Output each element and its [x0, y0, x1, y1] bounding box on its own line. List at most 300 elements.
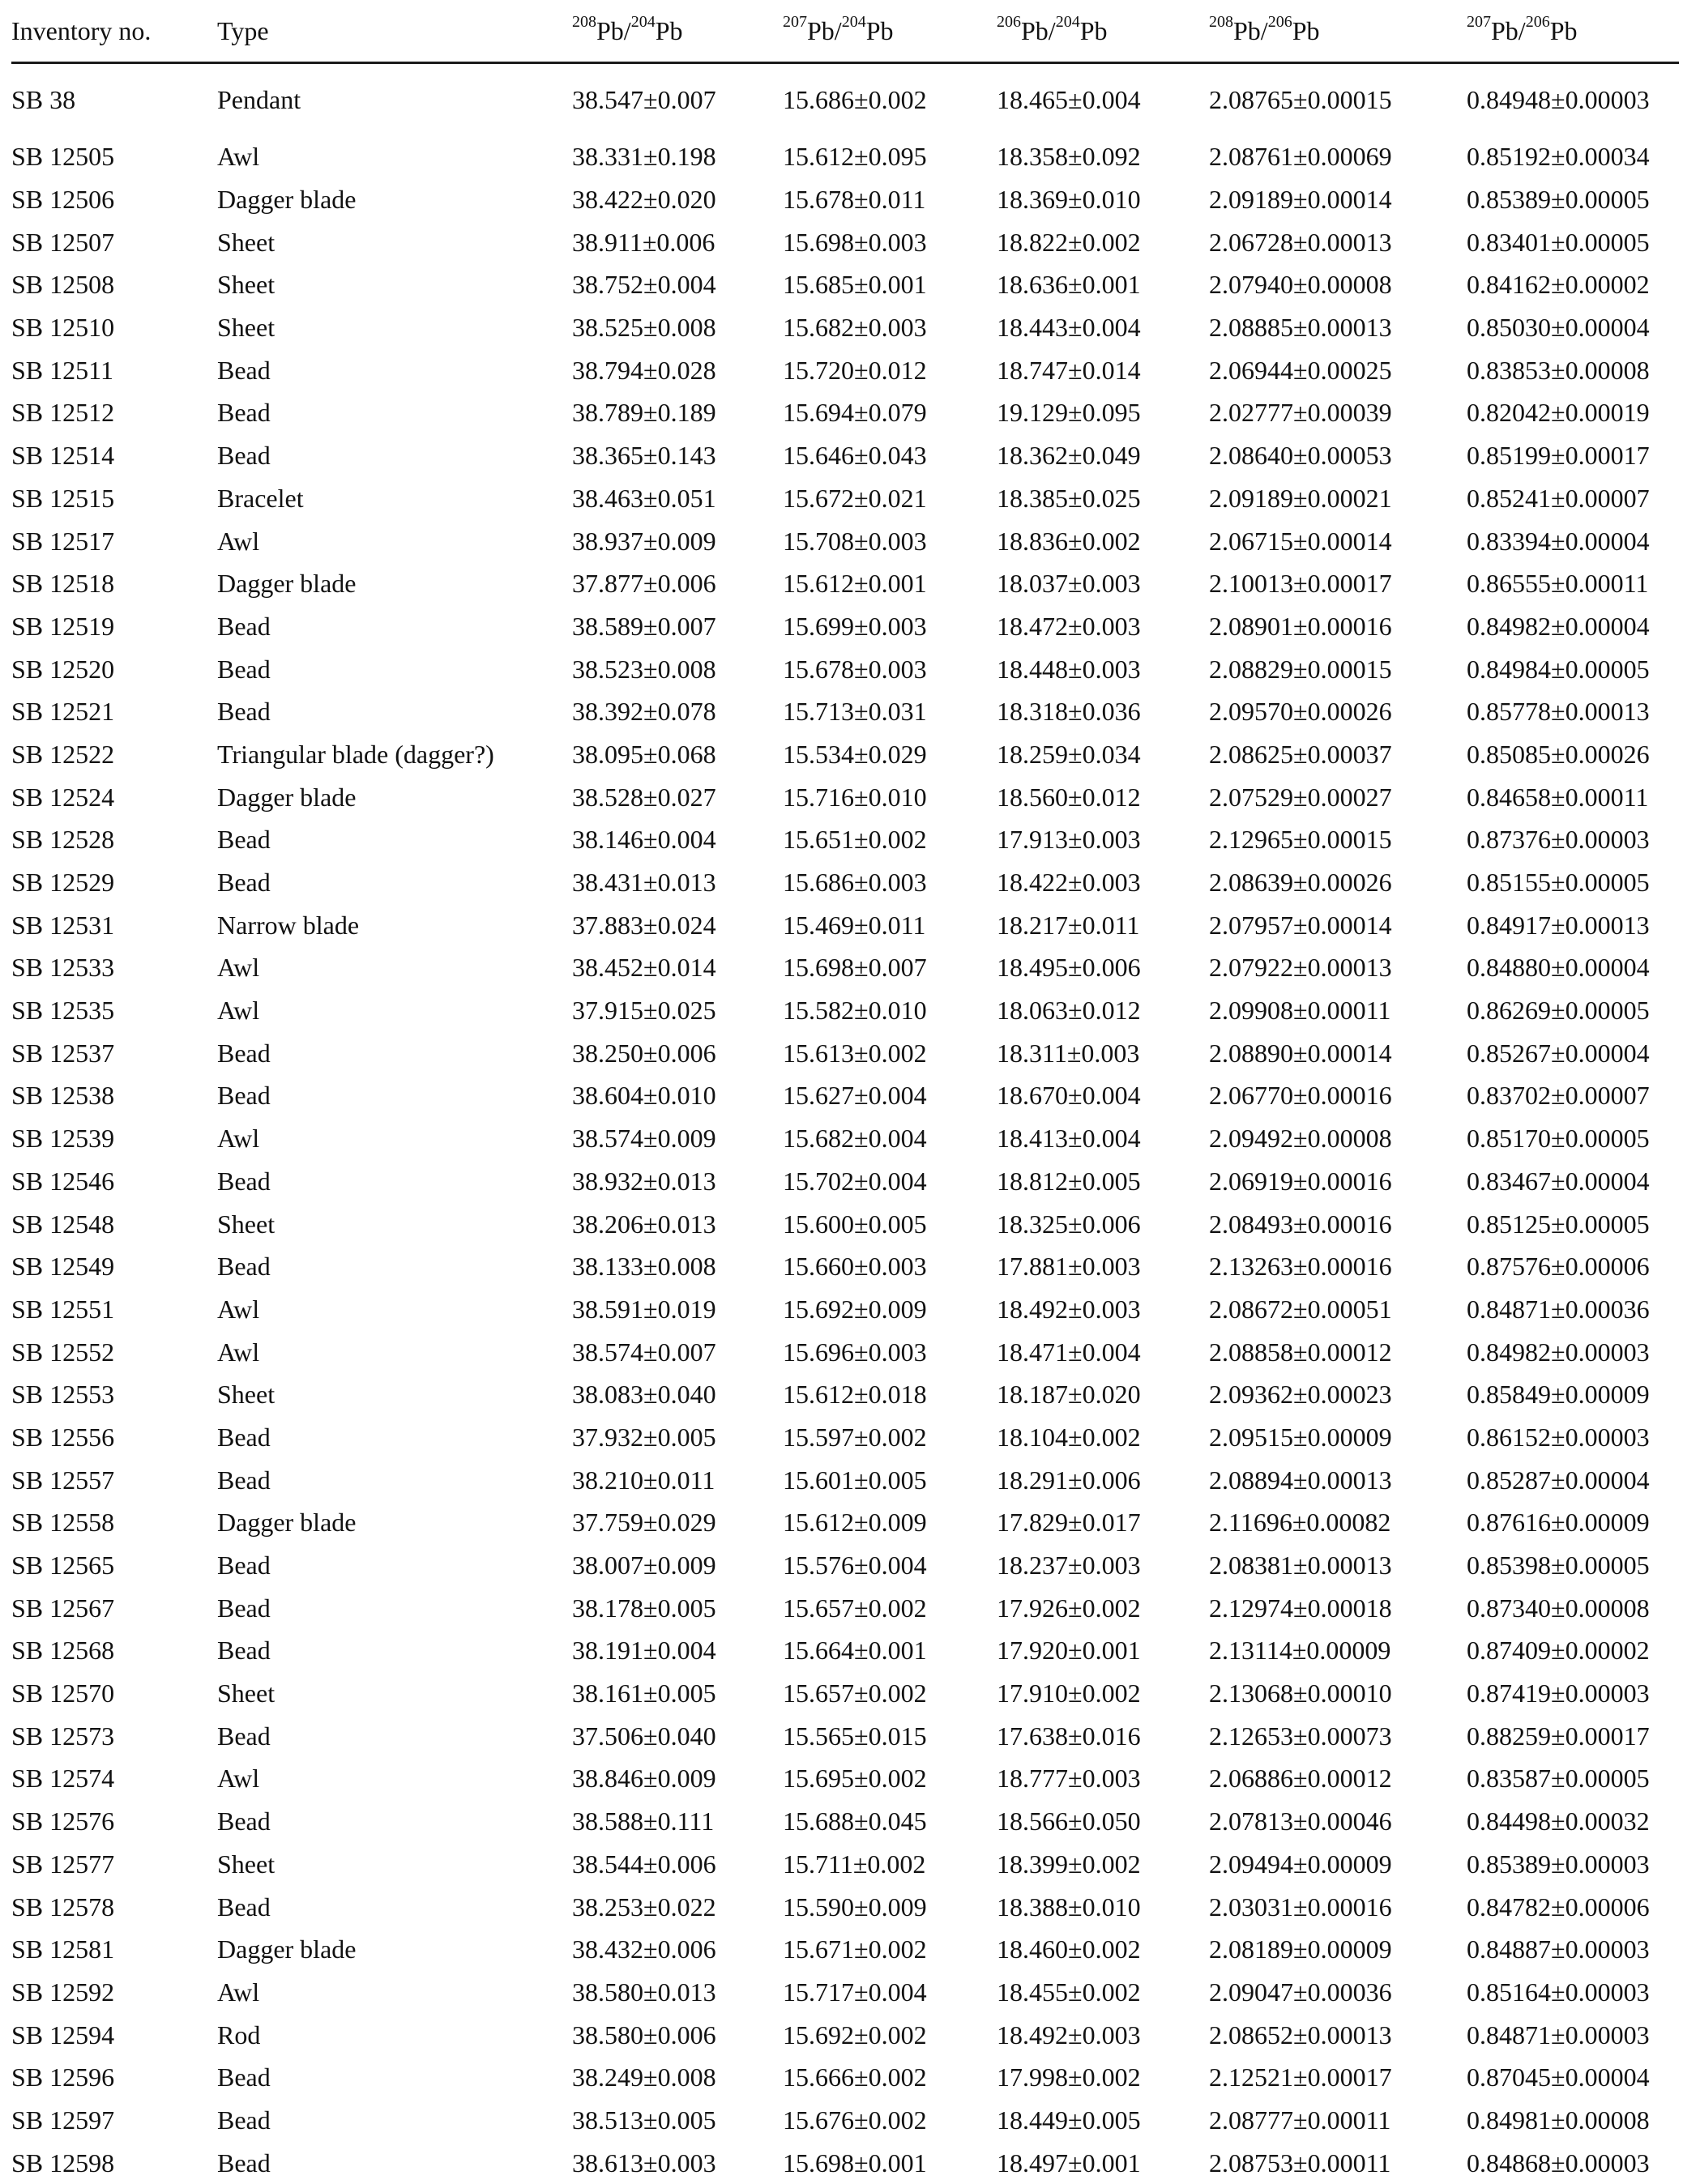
table-row [11, 647, 1679, 690]
cell-ratio-208-204: 38.574±0.009 [572, 1117, 783, 1160]
cell-ratio-207-204: 15.612±0.009 [783, 1501, 997, 1544]
cell-ratio-207-204: 15.657±0.002 [783, 1672, 997, 1715]
cell-ratio-206-204: 18.063±0.012 [997, 989, 1209, 1032]
cell-ratio-206-204: 18.443±0.004 [997, 306, 1209, 349]
cell-inventory-no: SB 12538 [11, 1074, 217, 1117]
cell-ratio-207-206: 0.87045±0.00004 [1467, 2056, 1679, 2099]
cell-ratio-208-206: 2.03031±0.00016 [1209, 1885, 1467, 1928]
cell-ratio-207-204: 15.651±0.002 [783, 818, 997, 861]
cell-type: Bead [217, 1458, 572, 1501]
cell-ratio-207-204: 15.698±0.003 [783, 220, 997, 263]
cell-ratio-207-204: 15.682±0.003 [783, 306, 997, 349]
cell-ratio-207-206: 0.84982±0.00003 [1467, 1330, 1679, 1373]
cell-inventory-no: SB 12574 [11, 1757, 217, 1800]
cell-type: Bead [217, 348, 572, 391]
cell-type: Bead [217, 605, 572, 648]
cell-ratio-207-206: 0.85170±0.00005 [1467, 1117, 1679, 1160]
cell-ratio-208-206: 2.08761±0.00069 [1209, 135, 1467, 178]
cell-ratio-207-206: 0.85778±0.00013 [1467, 690, 1679, 733]
table-row [11, 2013, 1679, 2056]
cell-ratio-208-204: 38.210±0.011 [572, 1458, 783, 1501]
cell-ratio-206-204: 18.259±0.034 [997, 733, 1209, 776]
cell-type: Awl [217, 519, 572, 562]
cell-ratio-207-204: 15.717±0.004 [783, 1971, 997, 2014]
table-row [11, 861, 1679, 904]
cell-ratio-208-206: 2.10013±0.00017 [1209, 562, 1467, 605]
cell-ratio-207-206: 0.85267±0.00004 [1467, 1031, 1679, 1074]
cell-inventory-no: SB 12552 [11, 1330, 217, 1373]
cell-ratio-208-204: 38.580±0.013 [572, 1971, 783, 2014]
cell-ratio-207-206: 0.83587±0.00005 [1467, 1757, 1679, 1800]
cell-ratio-207-204: 15.698±0.001 [783, 2141, 997, 2184]
cell-ratio-208-204: 38.146±0.004 [572, 818, 783, 861]
cell-type: Awl [217, 946, 572, 989]
cell-ratio-208-206: 2.08765±0.00015 [1209, 63, 1467, 136]
cell-ratio-206-204: 18.104±0.002 [997, 1416, 1209, 1459]
header-ratio-208-206: $^{208}$Pb/$^{206}$Pb [1209, 0, 1467, 63]
cell-ratio-207-204: 15.696±0.003 [783, 1330, 997, 1373]
cell-type: Awl [217, 1971, 572, 2014]
cell-inventory-no: SB 12539 [11, 1117, 217, 1160]
table-row [11, 1373, 1679, 1416]
header-row [11, 0, 1679, 63]
cell-ratio-207-206: 0.85164±0.00003 [1467, 1971, 1679, 2014]
cell-inventory-no: SB 12546 [11, 1160, 217, 1203]
cell-ratio-207-206: 0.83702±0.00007 [1467, 1074, 1679, 1117]
cell-ratio-208-206: 2.08894±0.00013 [1209, 1458, 1467, 1501]
cell-ratio-207-204: 15.666±0.002 [783, 2056, 997, 2099]
cell-type: Bead [217, 1074, 572, 1117]
cell-ratio-208-206: 2.12521±0.00017 [1209, 2056, 1467, 2099]
cell-ratio-206-204: 19.129±0.095 [997, 391, 1209, 434]
cell-ratio-207-206: 0.85287±0.00004 [1467, 1458, 1679, 1501]
cell-ratio-207-206: 0.87576±0.00006 [1467, 1245, 1679, 1288]
cell-inventory-no: SB 12521 [11, 690, 217, 733]
cell-ratio-207-204: 15.601±0.005 [783, 1458, 997, 1501]
cell-ratio-207-204: 15.657±0.002 [783, 1586, 997, 1629]
cell-type: Bead [217, 1160, 572, 1203]
cell-ratio-208-206: 2.11696±0.00082 [1209, 1501, 1467, 1544]
table-row [11, 519, 1679, 562]
cell-ratio-207-206: 0.88259±0.00017 [1467, 1714, 1679, 1757]
cell-type: Sheet [217, 220, 572, 263]
cell-ratio-206-204: 18.471±0.004 [997, 1330, 1209, 1373]
cell-type: Awl [217, 989, 572, 1032]
cell-ratio-208-206: 2.09494±0.00009 [1209, 1843, 1467, 1886]
cell-ratio-207-204: 15.716±0.010 [783, 775, 997, 818]
cell-ratio-208-206: 2.08625±0.00037 [1209, 733, 1467, 776]
cell-ratio-208-206: 2.12974±0.00018 [1209, 1586, 1467, 1629]
cell-ratio-206-204: 18.492±0.003 [997, 2013, 1209, 2056]
table-row [11, 1928, 1679, 1971]
cell-ratio-208-206: 2.09515±0.00009 [1209, 1416, 1467, 1459]
cell-inventory-no: SB 12567 [11, 1586, 217, 1629]
cell-ratio-208-206: 2.13114±0.00009 [1209, 1629, 1467, 1672]
cell-ratio-208-204: 38.463±0.051 [572, 477, 783, 520]
cell-ratio-207-204: 15.678±0.011 [783, 178, 997, 221]
cell-inventory-no: SB 12576 [11, 1800, 217, 1843]
cell-ratio-208-206: 2.13263±0.00016 [1209, 1245, 1467, 1288]
cell-ratio-208-206: 2.06919±0.00016 [1209, 1160, 1467, 1203]
cell-inventory-no: SB 38 [11, 63, 217, 136]
cell-ratio-206-204: 18.497±0.001 [997, 2141, 1209, 2184]
cell-ratio-208-204: 38.083±0.040 [572, 1373, 783, 1416]
cell-inventory-no: SB 12522 [11, 733, 217, 776]
cell-ratio-207-206: 0.83853±0.00008 [1467, 348, 1679, 391]
cell-ratio-208-206: 2.08189±0.00009 [1209, 1928, 1467, 1971]
cell-ratio-207-204: 15.699±0.003 [783, 605, 997, 648]
cell-inventory-no: SB 12597 [11, 2099, 217, 2142]
cell-ratio-206-204: 18.670±0.004 [997, 1074, 1209, 1117]
cell-ratio-206-204: 17.926±0.002 [997, 1586, 1209, 1629]
cell-ratio-208-206: 2.09362±0.00023 [1209, 1373, 1467, 1416]
cell-ratio-206-204: 18.836±0.002 [997, 519, 1209, 562]
cell-type: Bead [217, 2141, 572, 2184]
cell-ratio-208-204: 38.789±0.189 [572, 391, 783, 434]
table-row [11, 1501, 1679, 1544]
cell-ratio-208-204: 38.095±0.068 [572, 733, 783, 776]
cell-ratio-207-206: 0.86152±0.00003 [1467, 1416, 1679, 1459]
cell-inventory-no: SB 12581 [11, 1928, 217, 1971]
header-ratio-206-204: $^{206}$Pb/$^{204}$Pb [997, 0, 1209, 63]
cell-ratio-208-204: 38.249±0.008 [572, 2056, 783, 2099]
cell-ratio-206-204: 18.362±0.049 [997, 434, 1209, 477]
cell-ratio-208-206: 2.08829±0.00015 [1209, 647, 1467, 690]
cell-inventory-no: SB 12557 [11, 1458, 217, 1501]
cell-ratio-208-204: 38.547±0.007 [572, 63, 783, 136]
cell-type: Bead [217, 2056, 572, 2099]
cell-ratio-207-204: 15.576±0.004 [783, 1544, 997, 1587]
cell-ratio-208-204: 38.604±0.010 [572, 1074, 783, 1117]
table-row [11, 348, 1679, 391]
cell-ratio-208-204: 38.613±0.003 [572, 2141, 783, 2184]
cell-ratio-208-204: 38.591±0.019 [572, 1288, 783, 1331]
cell-ratio-207-206: 0.86555±0.00011 [1467, 562, 1679, 605]
cell-type: Bracelet [217, 477, 572, 520]
table-row [11, 2141, 1679, 2184]
cell-ratio-207-204: 15.582±0.010 [783, 989, 997, 1032]
cell-ratio-206-204: 18.777±0.003 [997, 1757, 1209, 1800]
cell-ratio-206-204: 18.448±0.003 [997, 647, 1209, 690]
cell-inventory-no: SB 12514 [11, 434, 217, 477]
cell-ratio-208-204: 38.422±0.020 [572, 178, 783, 221]
header-ratio-207-204: $^{207}$Pb/$^{204}$Pb [783, 0, 997, 63]
cell-ratio-208-204: 38.525±0.008 [572, 306, 783, 349]
cell-ratio-208-206: 2.06715±0.00014 [1209, 519, 1467, 562]
cell-ratio-206-204: 17.998±0.002 [997, 2056, 1209, 2099]
cell-ratio-207-204: 15.469±0.011 [783, 903, 997, 946]
cell-ratio-208-204: 38.452±0.014 [572, 946, 783, 989]
cell-ratio-206-204: 18.566±0.050 [997, 1800, 1209, 1843]
cell-type: Awl [217, 1117, 572, 1160]
cell-inventory-no: SB 12558 [11, 1501, 217, 1544]
cell-type: Dagger blade [217, 1928, 572, 1971]
cell-inventory-no: SB 12577 [11, 1843, 217, 1886]
cell-inventory-no: SB 12524 [11, 775, 217, 818]
cell-ratio-206-204: 17.910±0.002 [997, 1672, 1209, 1715]
cell-ratio-206-204: 18.822±0.002 [997, 220, 1209, 263]
table-body [11, 63, 1679, 2184]
cell-ratio-207-206: 0.84658±0.00011 [1467, 775, 1679, 818]
cell-ratio-208-204: 38.178±0.005 [572, 1586, 783, 1629]
table-row [11, 562, 1679, 605]
cell-inventory-no: SB 12506 [11, 178, 217, 221]
cell-ratio-207-204: 15.646±0.043 [783, 434, 997, 477]
cell-ratio-206-204: 18.369±0.010 [997, 178, 1209, 221]
cell-ratio-208-204: 37.915±0.025 [572, 989, 783, 1032]
cell-ratio-206-204: 18.037±0.003 [997, 562, 1209, 605]
cell-type: Bead [217, 647, 572, 690]
cell-type: Sheet [217, 1373, 572, 1416]
cell-inventory-no: SB 12511 [11, 348, 217, 391]
cell-ratio-208-204: 38.544±0.006 [572, 1843, 783, 1886]
cell-ratio-208-206: 2.06728±0.00013 [1209, 220, 1467, 263]
cell-ratio-207-206: 0.87616±0.00009 [1467, 1501, 1679, 1544]
cell-ratio-207-204: 15.534±0.029 [783, 733, 997, 776]
cell-inventory-no: SB 12553 [11, 1373, 217, 1416]
cell-ratio-208-206: 2.07957±0.00014 [1209, 903, 1467, 946]
cell-ratio-208-206: 2.08381±0.00013 [1209, 1544, 1467, 1587]
header-type: Type [217, 0, 572, 63]
cell-ratio-208-206: 2.06770±0.00016 [1209, 1074, 1467, 1117]
table-row [11, 946, 1679, 989]
table-row [11, 2099, 1679, 2142]
cell-ratio-207-204: 15.612±0.095 [783, 135, 997, 178]
cell-type: Dagger blade [217, 1501, 572, 1544]
cell-inventory-no: SB 12570 [11, 1672, 217, 1715]
cell-inventory-no: SB 12578 [11, 1885, 217, 1928]
cell-ratio-206-204: 18.636±0.001 [997, 263, 1209, 306]
cell-ratio-208-204: 37.506±0.040 [572, 1714, 783, 1757]
cell-ratio-207-206: 0.85155±0.00005 [1467, 861, 1679, 904]
cell-inventory-no: SB 12592 [11, 1971, 217, 2014]
cell-ratio-206-204: 18.237±0.003 [997, 1544, 1209, 1587]
cell-inventory-no: SB 12573 [11, 1714, 217, 1757]
table-row [11, 263, 1679, 306]
table-header [11, 0, 1679, 63]
cell-ratio-208-206: 2.12965±0.00015 [1209, 818, 1467, 861]
header-inventory-no: Inventory no. [11, 0, 217, 63]
cell-ratio-206-204: 18.560±0.012 [997, 775, 1209, 818]
cell-ratio-208-206: 2.08901±0.00016 [1209, 605, 1467, 648]
table-row [11, 1800, 1679, 1843]
cell-inventory-no: SB 12505 [11, 135, 217, 178]
table-row [11, 1544, 1679, 1587]
cell-inventory-no: SB 12537 [11, 1031, 217, 1074]
cell-ratio-207-204: 15.692±0.009 [783, 1288, 997, 1331]
cell-ratio-207-206: 0.87376±0.00003 [1467, 818, 1679, 861]
cell-type: Awl [217, 1288, 572, 1331]
cell-ratio-206-204: 18.385±0.025 [997, 477, 1209, 520]
cell-type: Bead [217, 1245, 572, 1288]
cell-ratio-208-204: 38.161±0.005 [572, 1672, 783, 1715]
cell-type: Bead [217, 861, 572, 904]
cell-ratio-208-204: 38.331±0.198 [572, 135, 783, 178]
header-ratio-207-206: $^{207}$Pb/$^{206}$Pb [1467, 0, 1679, 63]
cell-ratio-207-206: 0.84981±0.00008 [1467, 2099, 1679, 2142]
cell-ratio-207-206: 0.83394±0.00004 [1467, 519, 1679, 562]
cell-type: Awl [217, 1330, 572, 1373]
cell-ratio-208-204: 38.846±0.009 [572, 1757, 783, 1800]
cell-inventory-no: SB 12515 [11, 477, 217, 520]
cell-ratio-206-204: 18.358±0.092 [997, 135, 1209, 178]
table-row [11, 1843, 1679, 1886]
cell-type: Awl [217, 1757, 572, 1800]
cell-ratio-208-206: 2.07529±0.00027 [1209, 775, 1467, 818]
cell-ratio-208-204: 38.911±0.006 [572, 220, 783, 263]
table-row [11, 434, 1679, 477]
cell-ratio-207-204: 15.688±0.045 [783, 1800, 997, 1843]
cell-ratio-208-206: 2.07922±0.00013 [1209, 946, 1467, 989]
cell-ratio-206-204: 18.413±0.004 [997, 1117, 1209, 1160]
cell-ratio-207-206: 0.86269±0.00005 [1467, 989, 1679, 1032]
cell-ratio-208-204: 38.365±0.143 [572, 434, 783, 477]
cell-ratio-206-204: 17.913±0.003 [997, 818, 1209, 861]
cell-type: Dagger blade [217, 775, 572, 818]
cell-inventory-no: SB 12533 [11, 946, 217, 989]
table-row [11, 220, 1679, 263]
cell-ratio-208-206: 2.08640±0.00053 [1209, 434, 1467, 477]
table-row [11, 2056, 1679, 2099]
cell-ratio-208-204: 38.580±0.006 [572, 2013, 783, 2056]
lead-isotope-table-container [11, 0, 1679, 2184]
cell-inventory-no: SB 12551 [11, 1288, 217, 1331]
cell-ratio-208-206: 2.12653±0.00073 [1209, 1714, 1467, 1757]
cell-ratio-206-204: 17.920±0.001 [997, 1629, 1209, 1672]
cell-ratio-208-206: 2.08493±0.00016 [1209, 1202, 1467, 1245]
cell-inventory-no: SB 12568 [11, 1629, 217, 1672]
cell-type: Dagger blade [217, 178, 572, 221]
cell-ratio-207-206: 0.84984±0.00005 [1467, 647, 1679, 690]
cell-ratio-208-206: 2.09570±0.00026 [1209, 690, 1467, 733]
cell-ratio-208-204: 38.133±0.008 [572, 1245, 783, 1288]
cell-type: Bead [217, 1416, 572, 1459]
cell-type: Narrow blade [217, 903, 572, 946]
cell-inventory-no: SB 12529 [11, 861, 217, 904]
cell-ratio-207-206: 0.84917±0.00013 [1467, 903, 1679, 946]
cell-inventory-no: SB 12512 [11, 391, 217, 434]
cell-ratio-206-204: 18.422±0.003 [997, 861, 1209, 904]
table-row [11, 1672, 1679, 1715]
cell-type: Bead [217, 391, 572, 434]
cell-inventory-no: SB 12531 [11, 903, 217, 946]
cell-ratio-206-204: 18.812±0.005 [997, 1160, 1209, 1203]
cell-ratio-207-204: 15.694±0.079 [783, 391, 997, 434]
cell-ratio-207-206: 0.84880±0.00004 [1467, 946, 1679, 989]
cell-type: Sheet [217, 1672, 572, 1715]
table-row [11, 1031, 1679, 1074]
cell-ratio-206-204: 18.472±0.003 [997, 605, 1209, 648]
cell-ratio-208-204: 38.513±0.005 [572, 2099, 783, 2142]
cell-ratio-206-204: 18.460±0.002 [997, 1928, 1209, 1971]
cell-ratio-207-206: 0.87409±0.00002 [1467, 1629, 1679, 1672]
cell-ratio-206-204: 17.829±0.017 [997, 1501, 1209, 1544]
cell-ratio-207-206: 0.83401±0.00005 [1467, 220, 1679, 263]
cell-ratio-206-204: 18.291±0.006 [997, 1458, 1209, 1501]
table-row [11, 1330, 1679, 1373]
table-row [11, 178, 1679, 221]
cell-ratio-207-206: 0.87340±0.00008 [1467, 1586, 1679, 1629]
cell-type: Dagger blade [217, 562, 572, 605]
cell-ratio-207-204: 15.695±0.002 [783, 1757, 997, 1800]
cell-ratio-208-204: 38.431±0.013 [572, 861, 783, 904]
cell-ratio-208-206: 2.06886±0.00012 [1209, 1757, 1467, 1800]
cell-ratio-208-204: 38.523±0.008 [572, 647, 783, 690]
cell-inventory-no: SB 12517 [11, 519, 217, 562]
cell-ratio-206-204: 18.325±0.006 [997, 1202, 1209, 1245]
cell-ratio-207-206: 0.85389±0.00003 [1467, 1843, 1679, 1886]
cell-ratio-208-206: 2.08672±0.00051 [1209, 1288, 1467, 1331]
cell-type: Bead [217, 690, 572, 733]
cell-ratio-207-204: 15.664±0.001 [783, 1629, 997, 1672]
table-row [11, 1117, 1679, 1160]
table-row [11, 1714, 1679, 1757]
cell-ratio-207-206: 0.84498±0.00032 [1467, 1800, 1679, 1843]
cell-ratio-207-204: 15.702±0.004 [783, 1160, 997, 1203]
cell-ratio-208-204: 37.883±0.024 [572, 903, 783, 946]
cell-ratio-207-206: 0.85398±0.00005 [1467, 1544, 1679, 1587]
table-row [11, 818, 1679, 861]
cell-ratio-206-204: 18.747±0.014 [997, 348, 1209, 391]
cell-ratio-208-204: 38.574±0.007 [572, 1330, 783, 1373]
cell-ratio-207-206: 0.84887±0.00003 [1467, 1928, 1679, 1971]
cell-type: Bead [217, 818, 572, 861]
cell-ratio-208-204: 38.253±0.022 [572, 1885, 783, 1928]
cell-ratio-207-204: 15.565±0.015 [783, 1714, 997, 1757]
cell-inventory-no: SB 12520 [11, 647, 217, 690]
cell-ratio-207-206: 0.84871±0.00036 [1467, 1288, 1679, 1331]
cell-ratio-206-204: 18.187±0.020 [997, 1373, 1209, 1416]
table-row [11, 1757, 1679, 1800]
cell-ratio-207-204: 15.686±0.002 [783, 63, 997, 136]
cell-ratio-207-206: 0.85199±0.00017 [1467, 434, 1679, 477]
cell-ratio-208-204: 38.589±0.007 [572, 605, 783, 648]
cell-inventory-no: SB 12549 [11, 1245, 217, 1288]
cell-ratio-207-206: 0.85125±0.00005 [1467, 1202, 1679, 1245]
cell-ratio-208-204: 38.932±0.013 [572, 1160, 783, 1203]
table-row [11, 391, 1679, 434]
cell-ratio-207-206: 0.84982±0.00004 [1467, 605, 1679, 648]
cell-inventory-no: SB 12508 [11, 263, 217, 306]
cell-type: Bead [217, 1629, 572, 1672]
cell-ratio-207-204: 15.698±0.007 [783, 946, 997, 989]
table-row [11, 989, 1679, 1032]
cell-inventory-no: SB 12548 [11, 1202, 217, 1245]
cell-ratio-206-204: 18.399±0.002 [997, 1843, 1209, 1886]
cell-ratio-207-204: 15.708±0.003 [783, 519, 997, 562]
cell-type: Pendant [217, 63, 572, 136]
cell-ratio-207-204: 15.692±0.002 [783, 2013, 997, 2056]
cell-ratio-206-204: 18.492±0.003 [997, 1288, 1209, 1331]
table-row [11, 903, 1679, 946]
cell-ratio-207-204: 15.672±0.021 [783, 477, 997, 520]
cell-ratio-207-206: 0.85389±0.00005 [1467, 178, 1679, 221]
cell-type: Sheet [217, 263, 572, 306]
cell-inventory-no: SB 12598 [11, 2141, 217, 2184]
table-row [11, 1202, 1679, 1245]
cell-ratio-208-206: 2.02777±0.00039 [1209, 391, 1467, 434]
cell-ratio-208-206: 2.08652±0.00013 [1209, 2013, 1467, 2056]
table-row [11, 1586, 1679, 1629]
cell-ratio-207-204: 15.676±0.002 [783, 2099, 997, 2142]
table-row [11, 306, 1679, 349]
cell-ratio-208-206: 2.09908±0.00011 [1209, 989, 1467, 1032]
cell-ratio-207-204: 15.720±0.012 [783, 348, 997, 391]
cell-type: Sheet [217, 306, 572, 349]
cell-inventory-no: SB 12565 [11, 1544, 217, 1587]
table-row [11, 1074, 1679, 1117]
cell-ratio-208-206: 2.08858±0.00012 [1209, 1330, 1467, 1373]
